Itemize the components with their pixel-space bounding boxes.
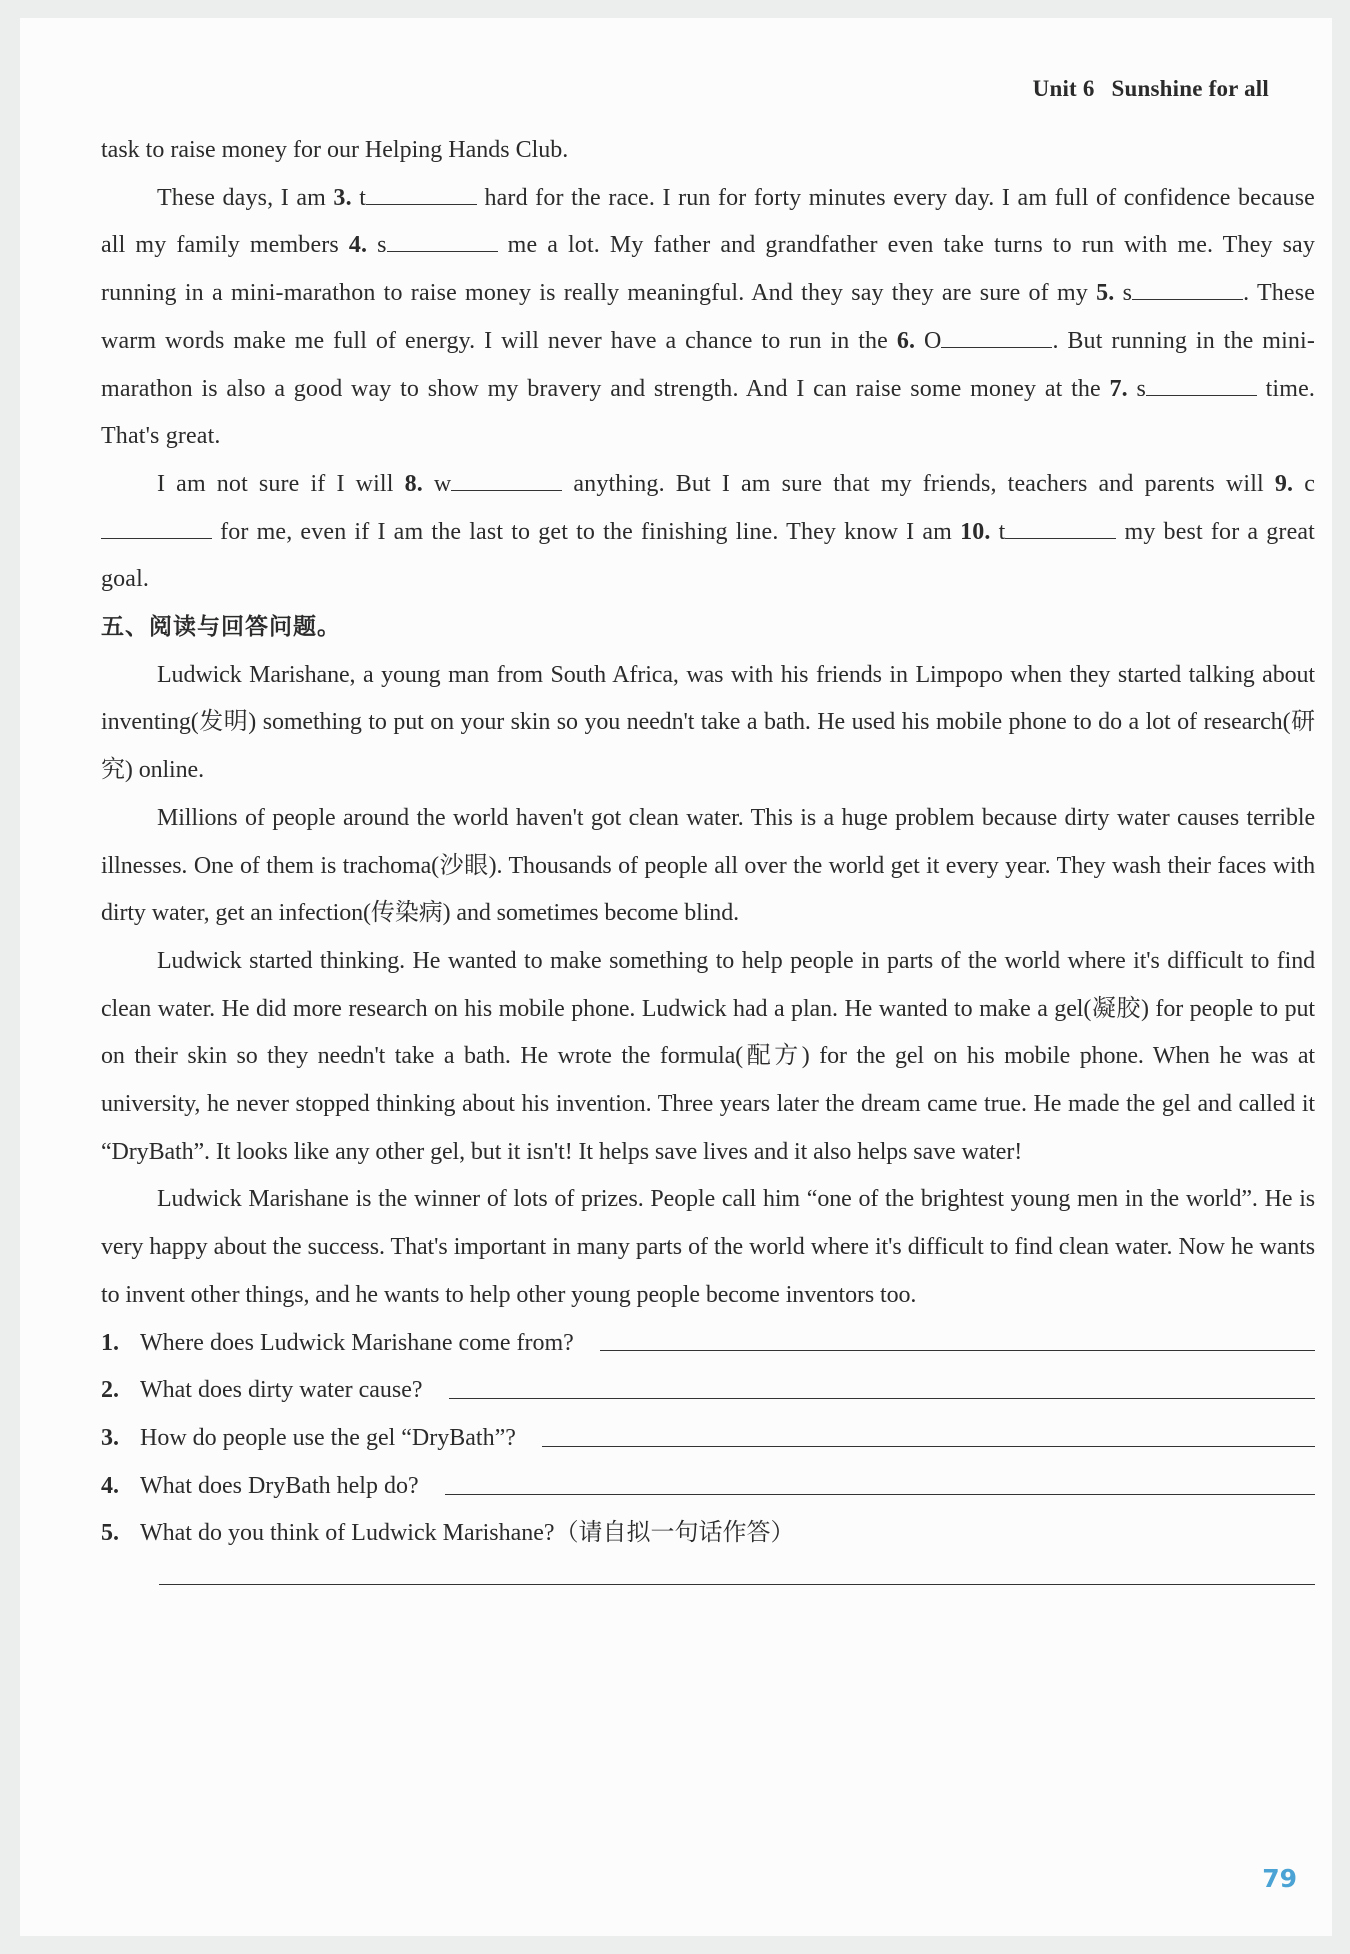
blank-number-5: 5. — [1096, 280, 1115, 307]
blank-number-9: 9. — [1274, 470, 1294, 497]
question-text: What does DryBath help do? — [140, 1472, 419, 1499]
blank-number-10: 10. — [960, 518, 991, 545]
question-5: 5. What do you think of Ludwick Marishane?（请自拟一句话作答） — [101, 1510, 1315, 1558]
unit-title: Sunshine for all — [1111, 76, 1269, 101]
blank-8[interactable] — [451, 490, 562, 491]
reading-paragraph-1: Ludwick Marishane, a young man from South Africa, was with his friends in Limpopo when they started talking about inventing(发明) something to put on your skin so you needn't take a bath. He used his mobile phone to do a lot of research(研究) online. — [101, 661, 1315, 784]
passage-continuation: task to raise money for our Helping Hands Club. — [101, 137, 569, 163]
question-2: 2. What does dirty water cause? — [101, 1367, 1315, 1415]
answer-line-4[interactable] — [445, 1493, 1315, 1495]
unit-label: Unit 6 — [1032, 76, 1095, 101]
reading-paragraph-3: Ludwick started thinking. He wanted to make something to help people in parts of the world where it's difficult to find clean water. He did more research on his mobile phone. Ludwick had a plan. He wanted to make a gel(凝胶) for people to put on their skin so they needn't take a bath. He wrote the formula(配方) for the gel on his mobile phone. When he was at university, he never stopped thinking about his invention. Three years later the dream came true. He made the gel and called it “DryBath”. It looks like any other gel, but it isn't! It helps save lives and it also helps save water! — [101, 947, 1315, 1165]
question-3: 3. How do people use the gel “DryBath”? — [101, 1415, 1315, 1463]
section-five-heading: 五、阅读与回答问题。 — [101, 614, 341, 641]
question-1: 1. Where does Ludwick Marishane come from? — [101, 1320, 1315, 1368]
question-4: 4. What does DryBath help do? — [101, 1463, 1315, 1511]
question-text: Where does Ludwick Marishane come from? — [140, 1329, 574, 1356]
blank-number-7: 7. — [1109, 375, 1128, 402]
answer-line-5[interactable] — [159, 1584, 1315, 1585]
blank-number-8: 8. — [404, 470, 423, 497]
blank-9[interactable] — [101, 538, 212, 539]
page-header — [1033, 76, 1269, 102]
passage-paragraph-2: I am not sure if I will 8. w anything. But I am sure that my friends, teachers and parents will 9. c for me, even if I am the last to get to the finishing line. They know I am 10. t my best for a great goal. — [101, 470, 1316, 593]
page-number: 79 — [1262, 1864, 1297, 1893]
blank-4[interactable] — [387, 251, 498, 252]
blank-5[interactable] — [1132, 299, 1243, 300]
answer-line-1[interactable] — [600, 1349, 1315, 1351]
workbook-page — [20, 18, 1332, 1936]
blank-10[interactable] — [1005, 538, 1116, 539]
question-text: What do you think of Ludwick Marishane?（请自拟一句话作答） — [140, 1520, 795, 1547]
answer-line-3[interactable] — [542, 1445, 1315, 1447]
blank-3[interactable] — [366, 204, 477, 205]
blank-number-6: 6. — [896, 327, 916, 354]
blank-6[interactable] — [941, 347, 1052, 348]
reading-paragraph-4: Ludwick Marishane is the winner of lots of prizes. People call him “one of the brightest young men in the world”. He is very happy about the success. That's important in many parts of the world where it's difficult to find clean water. Now he wants to invent other things, and he wants to help other young people become inventors too. — [101, 1186, 1315, 1308]
blank-number-3: 3. — [333, 184, 352, 211]
reading-paragraph-2: Millions of people around the world haven't got clean water. This is a huge problem because dirty water causes terrible illnesses. One of them is trachoma(沙眼). Thousands of people all over the world get it every year. They wash their faces with dirty water, get an infection(传染病) and sometimes become blind. — [101, 804, 1315, 927]
question-text: What does dirty water cause? — [140, 1377, 423, 1404]
question-text: How do people use the gel “DryBath”? — [140, 1424, 516, 1451]
page-content — [101, 127, 1315, 1585]
blank-number-4: 4. — [348, 232, 368, 259]
blank-7[interactable] — [1146, 395, 1257, 396]
answer-line-2[interactable] — [449, 1397, 1315, 1399]
passage-paragraph-1: These days, I am 3. t hard for the race. I run for forty minutes every day. I am full of confidence because all my family members 4. s me a lot. My father and grandfather even take turns to run with me. They say running in a mini-marathon to raise money is really meaningful. And they say they are sure of my 5. s . These warm words make me full of energy. I will never have a chance to run in the 6. O . But running in the mini-marathon is also a good way to show my bravery and strength. And I can raise some money at the 7. s time. That's great. — [101, 184, 1316, 450]
